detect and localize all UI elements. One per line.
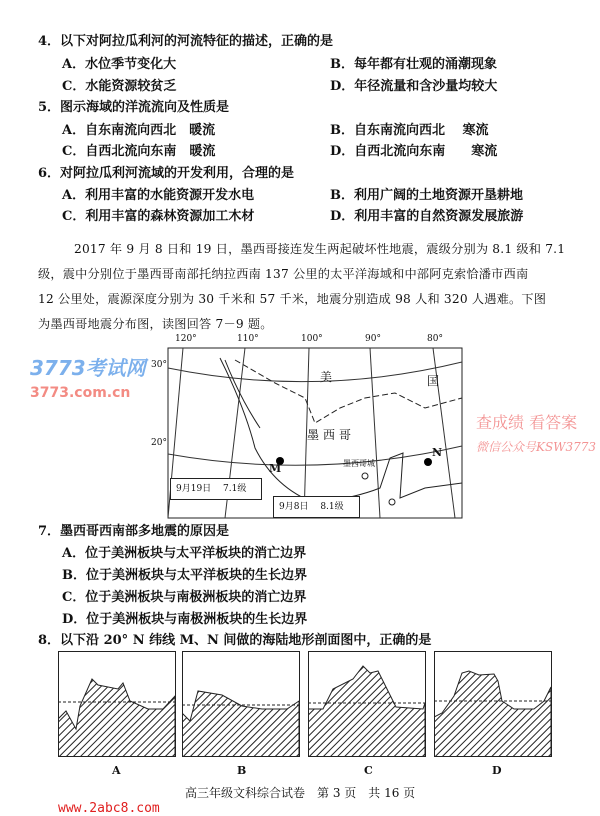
passage-line: 12 公里处，震源深度分别为 30 千米和 57 千米，地震分别造成 98 人和 320 人遇难。下图 bbox=[38, 292, 547, 306]
profile-label-b: B bbox=[237, 764, 247, 777]
watermark-domain: 3773.com.cn bbox=[30, 385, 131, 401]
passage-line: 2017 年 9 月 8 日和 19 日，墨西哥接连发生两起破坏性地震，震级分别为 8.1 级和 7.1 bbox=[74, 242, 566, 256]
q6-option-c: C．利用丰富的森林资源加工木材 bbox=[62, 209, 255, 224]
q5-option-b: B．自东南流向西北 寒流 bbox=[330, 123, 489, 138]
watermark-3773: 3773考试网 bbox=[30, 356, 146, 380]
q6-option-b: B．利用广阔的土地资源开垦耕地 bbox=[330, 188, 523, 203]
q6-stem: 6．对阿拉瓜利河流域的开发利用，合理的是 bbox=[38, 166, 295, 181]
passage-line: 级，震中分别位于墨西哥南部托纳拉西南 137 公里的太平洋海域和中部阿克索恰潘市西南 bbox=[38, 267, 529, 281]
profile-label-d: D bbox=[492, 764, 502, 777]
q5-option-c: C．自西北流向东南 暖流 bbox=[62, 144, 216, 159]
lon-label: 100° bbox=[301, 334, 323, 344]
q4-option-c: C．水能资源较贫乏 bbox=[62, 79, 177, 94]
watermark-url: www.2abc8.com bbox=[58, 801, 160, 816]
lon-label: 110° bbox=[237, 334, 259, 344]
mexico-earthquake-map bbox=[151, 334, 465, 520]
q4-option-a: A．水位季节变化大 bbox=[62, 57, 177, 72]
point-m-label: M bbox=[269, 462, 282, 475]
q7-stem: 7．墨西哥西南部多地震的原因是 bbox=[38, 524, 230, 539]
q7-option-b: B．位于美洲板块与太平洋板块的生长边界 bbox=[62, 568, 307, 583]
watermark-slogan: 查成绩 看答案 bbox=[476, 413, 578, 432]
profile-d bbox=[434, 651, 552, 757]
q7-option-a: A．位于美洲板块与太平洋板块的消亡边界 bbox=[62, 546, 307, 561]
lon-label: 90° bbox=[365, 334, 381, 344]
profile-label-c: C bbox=[364, 764, 373, 777]
q6-option-d: D．利用丰富的自然资源发展旅游 bbox=[330, 209, 524, 224]
profile-a bbox=[58, 651, 176, 757]
profile-label-a: A bbox=[112, 764, 121, 777]
passage-line: 为墨西哥地震分布图，读图回答 7－9 题。 bbox=[38, 317, 273, 331]
country-label: 国 bbox=[427, 374, 440, 388]
q4-option-d: D．年径流量和含沙量均较大 bbox=[330, 79, 498, 94]
q8-stem: 8．以下沿 20° N 纬线 M、N 间做的海陆地形剖面图中，正确的是 bbox=[38, 633, 432, 648]
profile-b bbox=[182, 651, 300, 757]
country-label: 美 bbox=[320, 370, 333, 384]
lon-label: 80° bbox=[427, 334, 443, 344]
lat-label: 30° bbox=[151, 360, 167, 370]
q5-option-d: D．自西北流向东南 寒流 bbox=[330, 144, 498, 159]
lon-label: 120° bbox=[175, 334, 197, 344]
capital-label: 墨西哥城 bbox=[343, 459, 375, 468]
q7-option-d: D．位于美洲板块与南极洲板块的生长边界 bbox=[62, 612, 308, 627]
profile-c bbox=[308, 651, 426, 757]
quake-box-sep8: 9月8日 8.1级 bbox=[273, 496, 360, 518]
q5-option-a: A．自东南流向西北 暖流 bbox=[62, 123, 216, 138]
page-footer: 高三年级文科综合试卷 第 3 页 共 16 页 bbox=[185, 786, 416, 800]
q4-option-b: B．每年都有壮观的涌潮现象 bbox=[330, 57, 497, 72]
country-label: 墨西哥 bbox=[307, 428, 356, 442]
q5-stem: 5．图示海域的洋流流向及性质是 bbox=[38, 100, 230, 115]
quake-box-sep19: 9月19日 7.1级 bbox=[170, 478, 262, 500]
watermark-wechat: 微信公众号KSW3773 bbox=[476, 440, 597, 454]
q6-option-a: A．利用丰富的水能资源开发水电 bbox=[62, 188, 255, 203]
point-n-label: N bbox=[432, 446, 443, 459]
lat-label: 20° bbox=[151, 438, 167, 448]
q4-stem: 4．以下对阿拉瓜利河的河流特征的描述，正确的是 bbox=[38, 34, 334, 49]
q7-option-c: C．位于美洲板块与南极洲板块的消亡边界 bbox=[62, 590, 307, 605]
